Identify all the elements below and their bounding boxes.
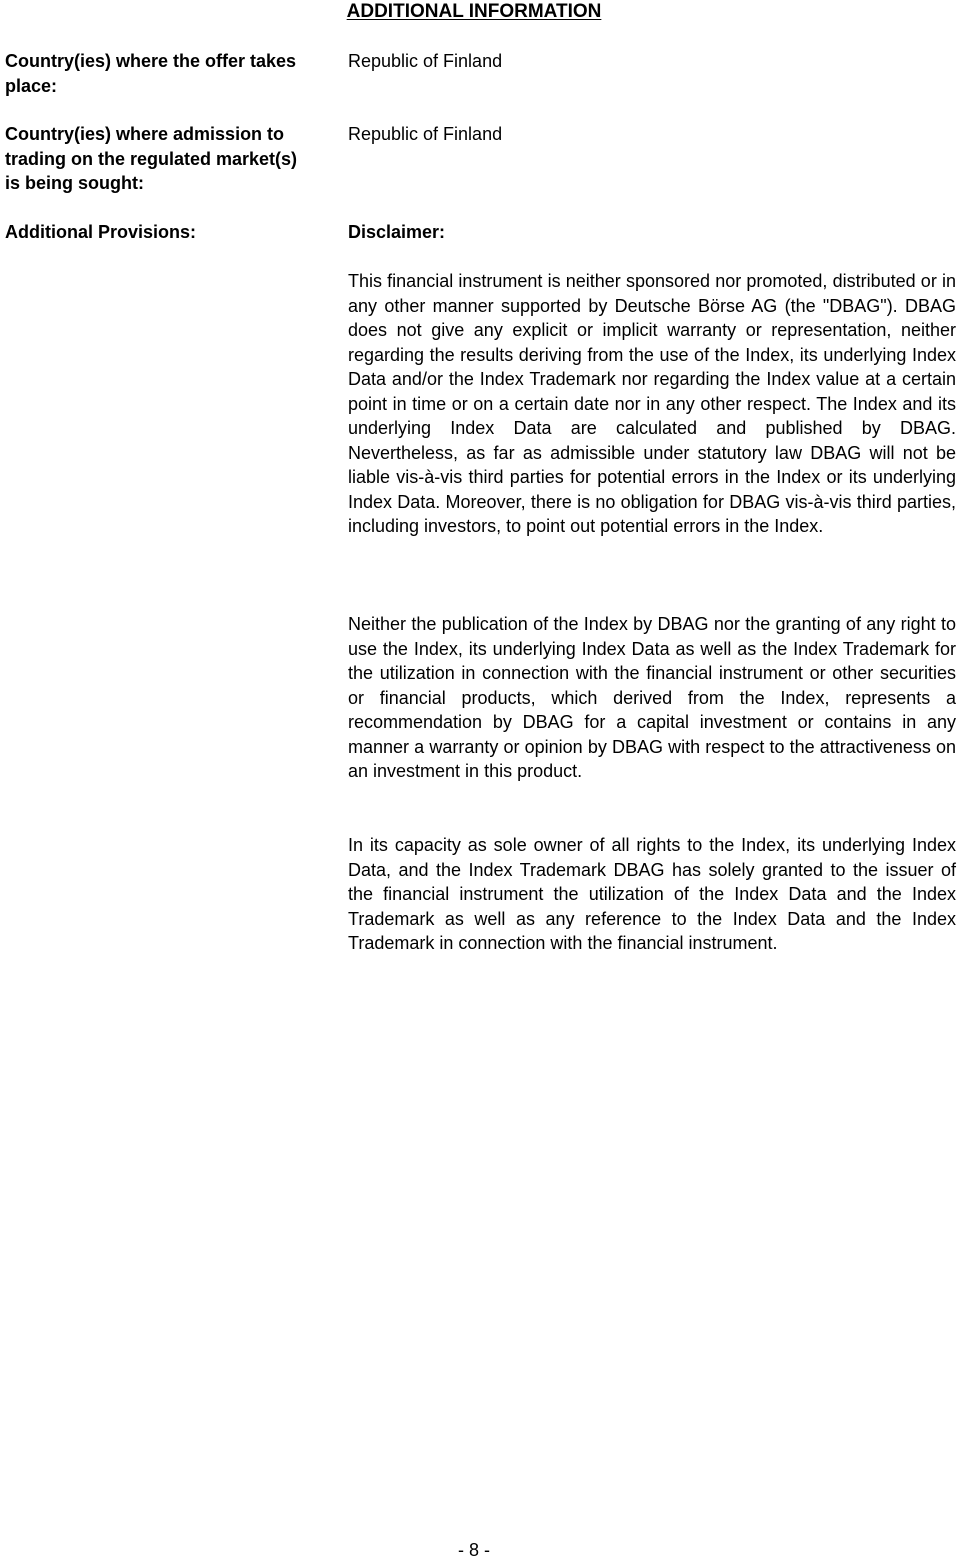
disclaimer-paragraph-2: Neither the publication of the Index by DBAG nor the granting of any right to use the Index, its underlying Index Data as well as the Index Trademark for the utilization in connection with the financial instrument or other securities or financial products, which derived from the Index, represents a recommendation by DBAG for a capital investment or contains in any manner a warranty or opinion by DBAG with respect to the attractiveness on an investment in this product. [348, 614, 956, 781]
disclaimer-paragraph-1: This financial instrument is neither sponsored nor promoted, distributed or in any other manner supported by Deutsche Börse AG (the "DBAG"). DBAG does not give any explicit or implicit warranty or representation, neither regarding the results deriving from the use of the Index, its underlying Index Data and/or the Index Trademark nor regarding the Index value at a certain point in time or on a certain date nor in any other respect. The Index and its underlying Index Data are calculated and published by DBAG. Nevertheless, as far as admissible under statutory law DBAG will not be liable vis-à-vis third parties for potential errors in the Index or its underlying Index Data. Moreover, there is no obligation for DBAG vis-à-vis third parties, including investors, to point out potential errors in the Index. [348, 271, 956, 536]
page-number: - 8 - [457, 1540, 490, 1560]
offer-countries-value: Republic of Finland [348, 51, 503, 71]
offer-countries-label: Country(ies) where the offer takes place: [5, 51, 297, 96]
admission-countries-value: Republic of Finland [348, 124, 503, 144]
page-heading: ADDITIONAL INFORMATION [346, 1, 602, 22]
disclaimer-title: Disclaimer: [348, 222, 446, 242]
disclaimer-paragraph-3: In its capacity as sole owner of all rights to the Index, its underlying Index Data, and the Index Trademark DBAG has solely granted to the issuer of the financial instrument the utilization of the Index Data and the Index Trademark as well as any reference to the Index Data and the Index Trademark in connection with the financial instrument. [348, 835, 956, 953]
admission-countries-label: Country(ies) where admission to trading on the regulated market(s) is being sought: [5, 124, 298, 193]
additional-provisions-label: Additional Provisions: [5, 222, 197, 242]
